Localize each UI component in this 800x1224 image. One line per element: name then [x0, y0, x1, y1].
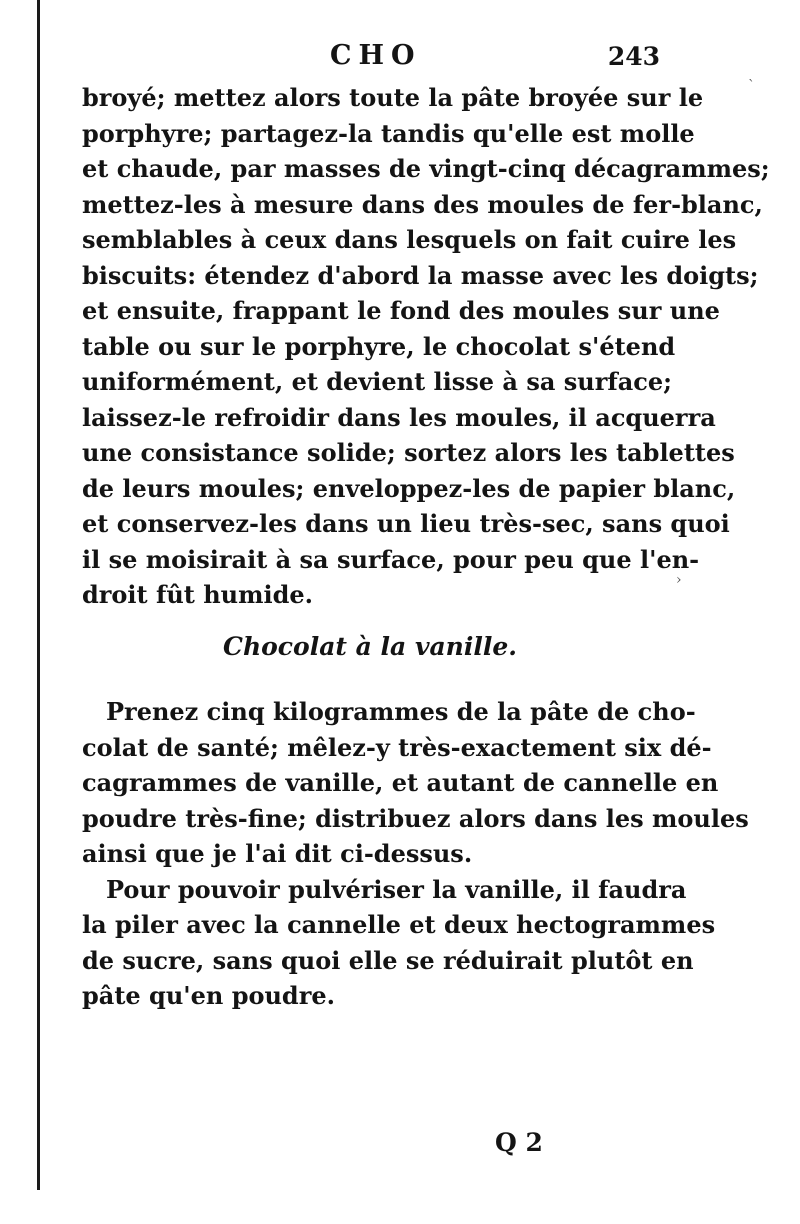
text-line: droit fût humide.: [82, 580, 314, 609]
text-line: pâte qu'en poudre.: [82, 981, 335, 1010]
text-line: une consistance solide; sortez alors les tablettes: [82, 438, 735, 467]
text-line: porphyre; partagez-la tandis qu'elle est molle: [82, 118, 695, 148]
signature-mark: Q 2: [495, 1128, 543, 1157]
text-line: colat de santé; mêlez-y très-exactement six dé-: [82, 732, 712, 762]
text-line: poudre très-fine; distribuez alors dans les moules: [82, 803, 749, 833]
text-line: table ou sur le porphyre, le chocolat s'étend: [82, 331, 676, 361]
text-line: mettez-les à mesure dans des moules de fer-blanc,: [82, 189, 763, 219]
text-line: ainsi que je l'ai dit ci-dessus.: [82, 839, 473, 868]
running-head: [80, 40, 660, 80]
text-line: Prenez cinq kilogrammes de la pâte de cho-: [106, 697, 696, 726]
text-line: laissez-le refroidir dans les moules, il acquerra: [82, 402, 716, 432]
text-line: et conservez-les dans un lieu très-sec, sans quoi: [82, 509, 730, 538]
text-line: et chaude, par masses de vingt-cinq décagrammes;: [82, 154, 770, 183]
text-line: broyé; mettez alors toute la pâte broyée sur le: [82, 83, 704, 112]
text-line: uniformément, et devient lisse à sa surface;: [82, 367, 672, 396]
page-number: 243: [607, 42, 660, 71]
margin-speck: ˋ: [748, 78, 755, 94]
paragraph-continued: [82, 80, 770, 613]
margin-speck: ›: [676, 572, 682, 588]
recipe-paragraphs: [82, 694, 749, 1014]
text-line: biscuits: étendez d'abord la masse avec les doigts;: [82, 260, 759, 290]
text-line: de sucre, sans quoi elle se réduirait plutôt en: [82, 945, 694, 975]
running-title: CHO: [330, 40, 422, 71]
text-line: semblables à ceux dans lesquels on fait cuire les: [82, 225, 737, 254]
text-line: Pour pouvoir pulvériser la vanille, il faudra: [106, 874, 687, 904]
text-line: la piler avec la cannelle et deux hectogrammes: [82, 910, 716, 939]
text-line: cagrammes de vanille, et autant de cannelle en: [82, 768, 719, 797]
section-title: Chocolat à la vanille.: [223, 632, 517, 661]
text-line: et ensuite, frappant le fond des moules sur une: [82, 296, 720, 325]
text-line: de leurs moules; enveloppez-les de papier blanc,: [82, 473, 736, 503]
binding-edge: [37, 0, 40, 1190]
text-line: il se moisirait à sa surface, pour peu que l'en-: [82, 544, 700, 574]
